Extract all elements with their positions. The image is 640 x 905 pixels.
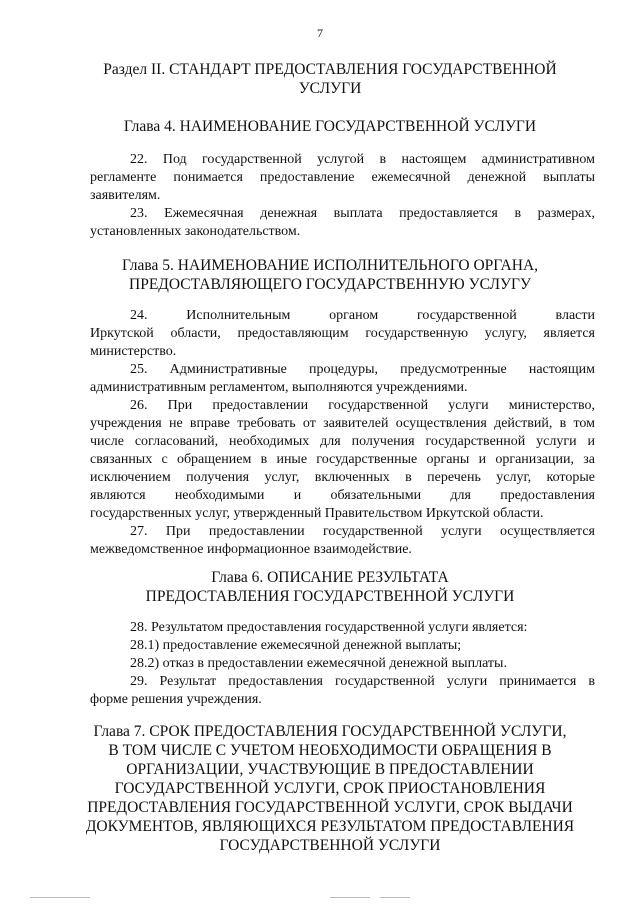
paragraph-line: учреждения не вправе требовать от заявителей осуществления действий, в том	[90, 416, 595, 431]
heading-line: УСЛУГИ	[298, 80, 362, 97]
paragraph-line: 25. Административные процедуры, предусмотренные настоящим	[130, 362, 595, 377]
paragraph-line: министерство.	[90, 344, 177, 359]
paragraph-line: 26. При предоставлении государственной услуги министерство,	[130, 398, 595, 413]
paragraph-28-2	[90, 655, 595, 673]
paragraph-line: административным регламентом, выполняются учреждениями.	[90, 380, 468, 395]
paragraph-line: государственных услуг, утвержденный Правительством Иркутской области.	[90, 506, 544, 521]
paragraph-25	[90, 361, 595, 397]
paragraph-line: являются необходимыми и обязательными для предоставления	[90, 488, 595, 503]
chapter-5-heading	[60, 256, 600, 294]
chapter-4-heading	[60, 117, 600, 136]
heading-line: В ТОМ ЧИСЛЕ С УЧЕТОМ НЕОБХОДИМОСТИ ОБРАЩЕНИЯ В	[108, 742, 552, 759]
paragraph-line: 28.2) отказ в предоставлении ежемесячной денежной выплаты.	[130, 656, 507, 671]
paragraph-line: 23. Ежемесячная денежная выплата предоставляется в размерах,	[130, 206, 595, 221]
heading-line: Глава 7. СРОК ПРЕДОСТАВЛЕНИЯ ГОСУДАРСТВЕННОЙ УСЛУГИ,	[93, 723, 567, 740]
heading-line: ОРГАНИЗАЦИИ, УЧАСТВУЮЩИЕ В ПРЕДОСТАВЛЕНИИ	[126, 761, 534, 778]
paragraph-line: исключением получения услуг, включенных в перечень услуг, которые	[90, 470, 595, 485]
paragraph-line: установленных законодательством.	[90, 224, 301, 239]
paragraph-line: 28. Результатом предоставления государственной услуги является:	[130, 620, 528, 635]
chapter-7-heading	[60, 722, 600, 855]
paragraph-line: 24. Исполнительным органом государственной власти	[130, 308, 595, 323]
section-heading	[60, 60, 600, 98]
heading-line: ПРЕДОСТАВЛЯЮЩЕГО ГОСУДАРСТВЕННУЮ УСЛУГУ	[129, 276, 531, 293]
heading-line: ПРЕДОСТАВЛЕНИЯ ГОСУДАРСТВЕННОЙ УСЛУГИ	[145, 588, 515, 605]
heading-line: ПРЕДОСТАВЛЕНИЯ ГОСУДАРСТВЕННОЙ УСЛУГИ, СРОК ВЫДАЧИ	[87, 799, 573, 816]
paragraph-line: Иркутской области, предоставляющим государственную услугу, является	[90, 326, 595, 341]
paragraph-23	[90, 205, 595, 241]
paragraph-line: связанных с обращением в иные государственные органы и организации, за	[90, 452, 595, 467]
paragraph-line: 28.1) предоставление ежемесячной денежной выплаты;	[130, 638, 462, 653]
heading-line: ГОСУДАРСТВЕННОЙ УСЛУГИ, СРОК ПРИОСТАНОВЛЕНИЯ	[114, 780, 546, 797]
scan-artifact-marks	[0, 895, 640, 901]
paragraph-24	[90, 307, 595, 361]
page-number: 7	[317, 26, 323, 40]
heading-line: ДОКУМЕНТОВ, ЯВЛЯЮЩИХСЯ РЕЗУЛЬТАТОМ ПРЕДОСТАВЛЕНИЯ	[85, 818, 575, 835]
heading-line: ГОСУДАРСТВЕННОЙ УСЛУГИ	[219, 837, 441, 854]
paragraph-line: регламенте понимается предоставление ежемесячной денежной выплаты	[90, 170, 595, 185]
paragraph-line: заявителям.	[90, 188, 161, 203]
heading-line: Глава 5. НАИМЕНОВАНИЕ ИСПОЛНИТЕЛЬНОГО ОРГАНА,	[121, 257, 539, 274]
paragraph-29	[90, 673, 595, 709]
paragraph-line: 22. Под государственной услугой в настоящем административном	[130, 152, 595, 167]
paragraph-line: межведомственное информационное взаимодействие.	[90, 542, 412, 557]
paragraph-28-1	[90, 637, 595, 655]
paragraph-line: 27. При предоставлении государственной услуги осуществляется	[130, 524, 595, 539]
chapter-6-heading	[60, 568, 600, 606]
heading-line: Глава 4. НАИМЕНОВАНИЕ ГОСУДАРСТВЕННОЙ УСЛУГИ	[123, 118, 537, 135]
paragraph-27	[90, 523, 595, 559]
paragraph-line: числе согласований, необходимых для получения государственной услуги и	[90, 434, 595, 449]
paragraph-line: 29. Результат предоставления государственной услуги принимается в	[130, 674, 595, 689]
paragraph-22	[90, 151, 595, 205]
heading-line: Глава 6. ОПИСАНИЕ РЕЗУЛЬТАТА	[211, 569, 449, 586]
heading-line: Раздел II. СТАНДАРТ ПРЕДОСТАВЛЕНИЯ ГОСУДАРСТВЕННОЙ	[103, 61, 557, 78]
paragraph-line: форме решения учреждения.	[90, 692, 262, 707]
paragraph-26	[90, 397, 595, 523]
paragraph-28	[90, 619, 595, 637]
